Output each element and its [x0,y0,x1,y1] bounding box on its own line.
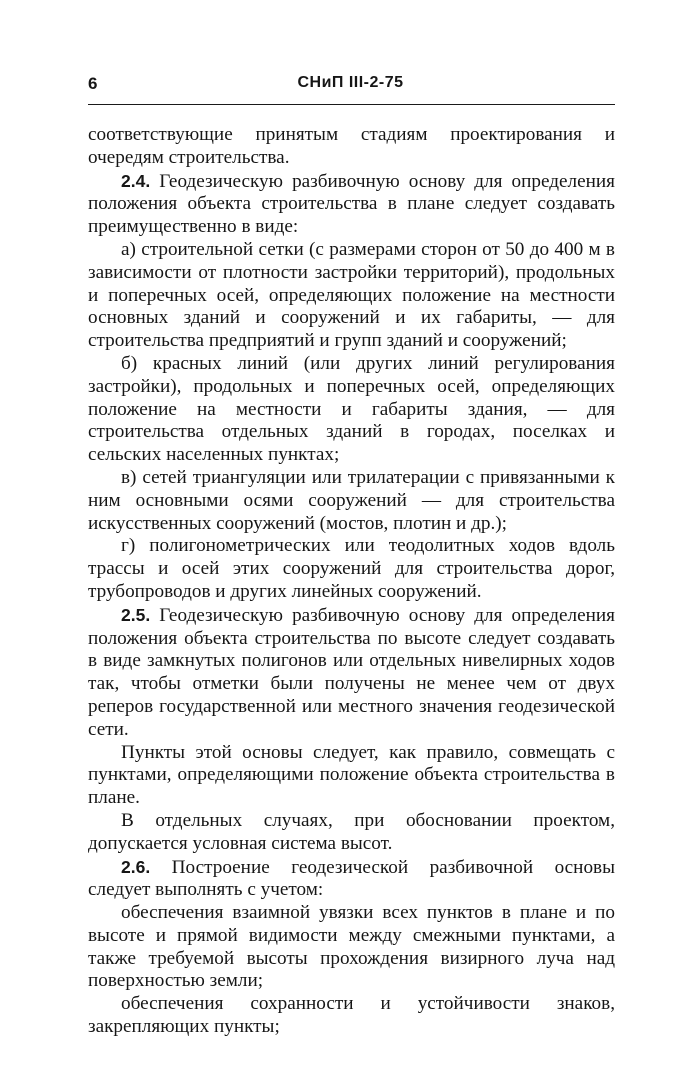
running-title: СНиП III-2-75 [297,74,404,91]
paragraph-text: соответствующие принятым стадиям проектирования и очередям строительства. [88,124,615,168]
page-header [88,74,613,98]
paragraph-text: обеспечения сохранности и устойчивости знаков, закрепляющих пункты; [88,993,615,1038]
paragraph-text: Геодезическую разбивочную основу для определения положения объекта строительства в плане следует создавать преимущественно в виде: [88,170,615,238]
paragraph [88,239,615,353]
paragraph [88,467,615,535]
paragraph-text: В отдельных случаях, при обосновании проектом, допускается условная система высот. [88,809,615,854]
paragraph [88,353,615,467]
paragraph-text: обеспечения взаимной увязки всех пунктов в плане и по высоте и прямой видимости между смежными пунктами, а также требуемой высоты прохождения визирного луча над поверхностью земли; [88,902,615,992]
paragraph-text: б) красных линий (или других линий регулирования застройки), продольных и поперечных осей, определяющих положение на местности и габариты здания, — для строительства отдельных зданий в городах, поселках и сельских населенных пунктах; [88,352,615,466]
paragraph [88,170,615,239]
body-text [88,124,615,1039]
paragraph-text: в) сетей триангуляции или трилатерации с привязанными к ним основными осями сооружений — для строительства искусственных сооружений (мостов, плотин и др.); [88,466,615,534]
paragraph [88,993,615,1039]
paragraph [88,604,615,742]
paragraph [88,742,615,810]
clause-number: 2.5. [121,604,151,625]
paragraph-text: Построение геодезической разбивочной основы следует выполнять с учетом: [88,856,615,901]
page-number: 6 [88,74,98,93]
clause-number: 2.6. [121,856,151,877]
paragraph-text: а) строительной сетки (с размерами сторон от 50 до 400 м в зависимости от плотности застройки территорий), продольных и поперечных осей, определяющих положение на местности основных зданий и сооружений и их габариты, — для строительства предприятий и групп зданий и сооружений; [88,238,615,352]
paragraph [88,810,615,856]
paragraph [88,902,615,993]
paragraph-text: г) полигонометрических или теодолитных ходов вдоль трассы и осей этих сооружений для строительства дорог, трубопроводов и других линейных сооружений. [88,535,615,602]
paragraph [88,124,615,170]
paragraph [88,535,615,603]
clause-number: 2.4. [121,170,151,191]
paragraph-text: Пункты этой основы следует, как правило, совмещать с пунктами, определяющими положение объекта строительства в плане. [88,741,615,809]
paragraph-text: Геодезическую разбивочную основу для определения положения объекта строительства по высоте следует создавать в виде замкнутых полигонов или отдельных нивелирных ходов так, чтобы отметки были получены не менее чем от двух реперов государственной или местного значения геодезической сети. [88,604,615,740]
paragraph [88,856,615,903]
header-rule [88,104,615,105]
